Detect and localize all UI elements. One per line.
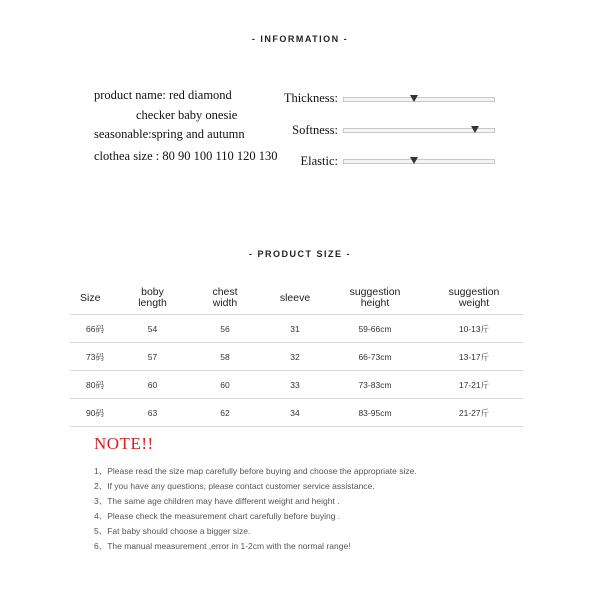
season-info: seasonable:spring and autumn (94, 127, 245, 141)
thickness-marker (410, 95, 418, 102)
cell-suggestion-height: 73-83cm (325, 371, 425, 399)
note-title: NOTE!! (94, 434, 154, 453)
header-suggestion-height: suggestion height (325, 282, 425, 315)
product-name-continued: checker baby onesie (136, 108, 238, 122)
information-heading: - INFORMATION - (251, 34, 349, 44)
header-sleeve: sleeve (265, 282, 325, 315)
cell-chest-width: 60 (185, 371, 265, 399)
cell-sleeve: 34 (265, 399, 325, 427)
size-table-header-row (70, 282, 523, 315)
cell-suggestion-weight: 13-17斤 (425, 343, 523, 371)
product-name: product name: red diamond (94, 88, 232, 102)
cell-suggestion-height: 66-73cm (325, 343, 425, 371)
cell-size: 73码 (70, 343, 120, 371)
cell-suggestion-height: 83-95cm (325, 399, 425, 427)
cell-body-length: 60 (120, 371, 185, 399)
cell-suggestion-weight: 17-21斤 (425, 371, 523, 399)
table-row (70, 399, 523, 427)
header-body-length: boby length (120, 282, 185, 315)
table-row (70, 371, 523, 399)
thickness-label: Thickness: (283, 91, 338, 105)
cell-size: 66码 (70, 315, 120, 343)
header-size: Size (70, 282, 120, 315)
cell-body-length: 63 (120, 399, 185, 427)
product-size-heading: - PRODUCT SIZE - (249, 249, 351, 259)
cell-sleeve: 31 (265, 315, 325, 343)
cell-size: 90码 (70, 399, 120, 427)
table-row (70, 343, 523, 371)
note-item-5: 5、Fat baby should choose a bigger size. (94, 526, 251, 536)
note-item-4: 4、Please check the measurement chart carefuliy before buying . (94, 511, 341, 521)
header-suggestion-weight: suggestion weight (425, 282, 523, 315)
clothes-size-info: clothea size : 80 90 100 110 120 130 (94, 149, 278, 163)
thickness-track (343, 97, 495, 102)
cell-chest-width: 62 (185, 399, 265, 427)
elastic-label: Elastic: (300, 154, 338, 168)
cell-size: 80码 (70, 371, 120, 399)
softness-marker (471, 126, 479, 133)
size-table (70, 282, 523, 427)
cell-chest-width: 56 (185, 315, 265, 343)
elastic-track (343, 159, 495, 164)
cell-chest-width: 58 (185, 343, 265, 371)
softness-label: Softness: (292, 123, 338, 137)
header-chest-width: chest width (185, 282, 265, 315)
cell-suggestion-height: 59-66cm (325, 315, 425, 343)
table-row (70, 315, 523, 343)
cell-sleeve: 33 (265, 371, 325, 399)
cell-body-length: 57 (120, 343, 185, 371)
note-item-2: 2、If you have any questions, please contact customer service assistance. (94, 481, 375, 491)
cell-suggestion-weight: 21-27斤 (425, 399, 523, 427)
cell-body-length: 54 (120, 315, 185, 343)
elastic-marker (410, 157, 418, 164)
note-item-3: 3、The same age children may have different weight and height . (94, 496, 340, 506)
note-item-1: 1、Please read the size map carefully before buying and choose the appropriate size. (94, 466, 417, 476)
note-item-6: 6、The manual measurement ,error in 1-2cm with the normal range! (94, 541, 351, 551)
cell-sleeve: 32 (265, 343, 325, 371)
cell-suggestion-weight: 10-13斤 (425, 315, 523, 343)
